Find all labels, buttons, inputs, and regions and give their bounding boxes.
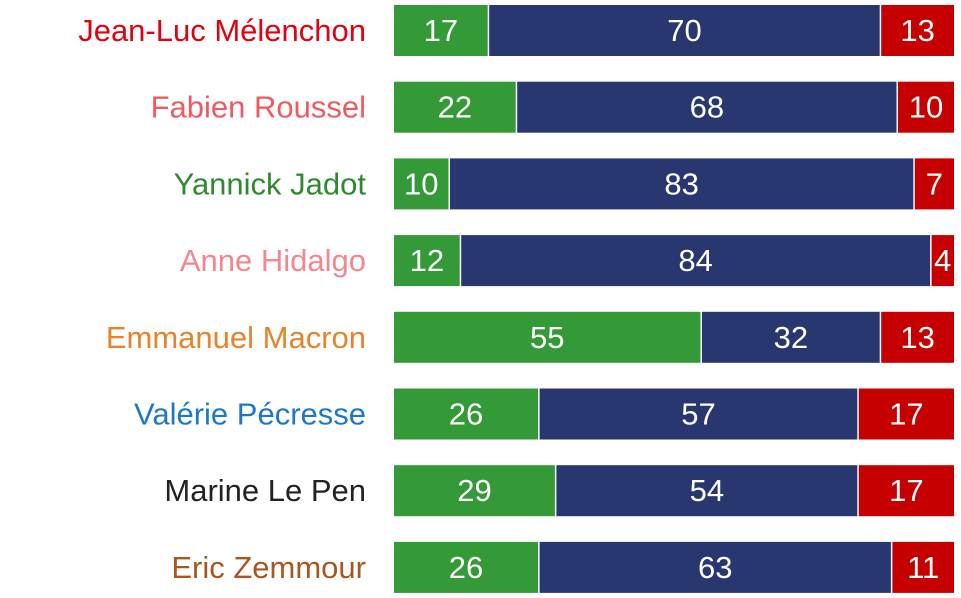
category-labels [78, 13, 366, 585]
data-label: 57 [681, 396, 716, 432]
data-label: 26 [448, 396, 484, 432]
category-label: Emmanuel Macron [105, 319, 366, 355]
data-label: 17 [423, 13, 459, 48]
data-label: 26 [448, 549, 484, 585]
data-label: 84 [678, 243, 713, 279]
data-label: 4 [934, 243, 952, 279]
category-label: Marine Le Pen [164, 473, 366, 509]
data-label: 22 [437, 89, 473, 125]
data-label: 7 [925, 166, 944, 202]
data-label: 29 [457, 473, 492, 509]
data-label: 11 [907, 549, 940, 585]
category-label: Eric Zemmour [171, 549, 366, 585]
data-label: 70 [667, 13, 702, 48]
category-label: Valérie Pécresse [133, 396, 366, 432]
data-label: 17 [889, 473, 924, 509]
data-label: 13 [900, 13, 935, 48]
data-label: 63 [698, 549, 733, 585]
data-label: 55 [530, 319, 565, 355]
bars [394, 5, 954, 593]
data-label: 17 [889, 396, 924, 432]
category-label: Yannick Jadot [173, 166, 366, 202]
data-label: 10 [908, 89, 944, 125]
data-label: 54 [689, 473, 725, 509]
data-label: 13 [900, 319, 935, 355]
category-label: Anne Hidalgo [179, 243, 366, 279]
category-label: Jean-Luc Mélenchon [78, 13, 366, 48]
data-label: 12 [409, 243, 445, 279]
category-label: Fabien Roussel [150, 89, 366, 125]
data-label: 68 [689, 89, 725, 125]
data-label: 83 [664, 166, 699, 202]
data-label: 32 [773, 319, 809, 355]
data-label: 10 [404, 166, 439, 202]
